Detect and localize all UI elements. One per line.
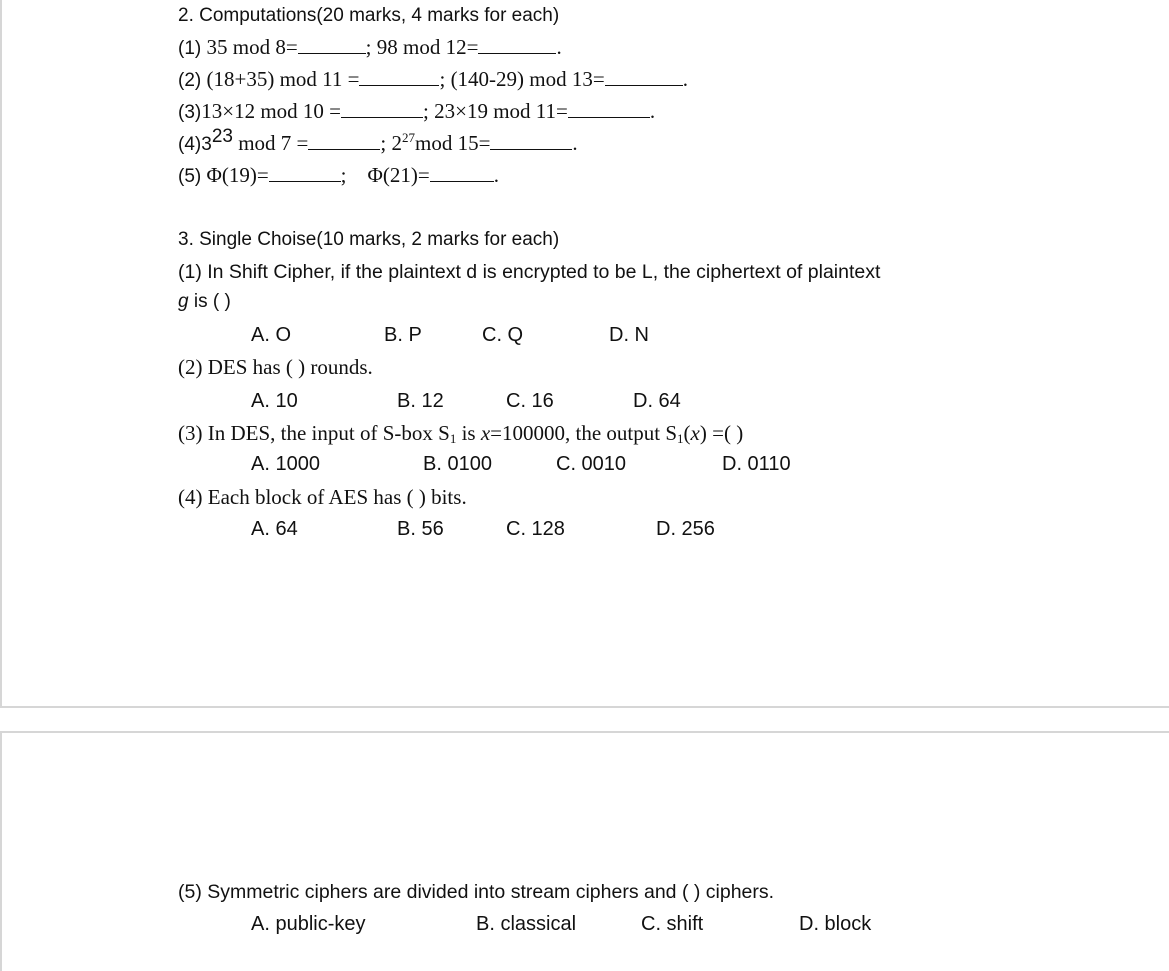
choice-q2-option-b: B. 12 bbox=[397, 390, 444, 412]
choice-q1-option-c: C. Q bbox=[482, 324, 524, 346]
choice-q4-stem: (4) Each block of AES has ( ) bits. bbox=[178, 485, 467, 509]
choice-q2-option-d: D. 64 bbox=[633, 390, 681, 412]
answer-blank bbox=[478, 36, 556, 54]
choice-q5-stem: (5) Symmetric ciphers are divided into stream ciphers and ( ) ciphers. bbox=[178, 881, 775, 903]
choice-q2-stem: (2) DES has ( ) rounds. bbox=[178, 355, 373, 379]
page-gap bbox=[0, 708, 1169, 731]
computation-q5: (5) Φ(19)= ; Φ(21)= . bbox=[178, 163, 499, 187]
answer-blank bbox=[308, 132, 380, 150]
choice-q1-option-a: A. O bbox=[251, 324, 292, 346]
computation-q3: (3)13×12 mod 10 = ; 23×19 mod 11= . bbox=[178, 99, 656, 123]
choice-q3-option-d: D. 0110 bbox=[722, 453, 791, 475]
choice-q4-option-c: C. 128 bbox=[506, 518, 565, 540]
answer-blank bbox=[269, 164, 341, 182]
computation-q2: (2) (18+35) mod 11 = ; (140-29) mod 13= . bbox=[178, 67, 688, 91]
section-2-heading: 2. Computations(20 marks, 4 marks for each) bbox=[178, 5, 560, 26]
choice-q1-option-b: B. P bbox=[384, 324, 422, 346]
answer-blank bbox=[341, 100, 423, 118]
answer-blank bbox=[490, 132, 572, 150]
choice-q2-option-a: A. 10 bbox=[251, 390, 298, 412]
computation-q1: (1) 35 mod 8= ; 98 mod 12= . bbox=[178, 35, 562, 59]
choice-q5-option-c: C. shift bbox=[641, 913, 704, 935]
choice-q5-option-a: A. public-key bbox=[251, 913, 366, 935]
document-page-2 bbox=[0, 731, 1169, 971]
answer-blank bbox=[568, 100, 650, 118]
choice-q4-option-a: A. 64 bbox=[251, 518, 298, 540]
choice-q1-option-d: D. N bbox=[609, 324, 649, 346]
computation-q4: $(4)3^{23}$ mod 7 = ; $2^{27}mod$ 15= . bbox=[178, 126, 578, 155]
answer-blank bbox=[430, 164, 494, 182]
answer-blank bbox=[359, 68, 439, 86]
choice-q3-stem: (3) In DES, the input of S-box $S_1$ is x=100000, the output $S_1(x)$ =( ) bbox=[178, 421, 744, 446]
choice-q5-option-b: B. classical bbox=[476, 913, 577, 935]
choice-q1-stem-line2: g is ( ) bbox=[178, 291, 231, 312]
choice-q3-option-a: A. 1000 bbox=[251, 453, 320, 475]
choice-q4-option-d: D. 256 bbox=[656, 518, 715, 540]
choice-q3-option-b: B. 0100 bbox=[423, 453, 492, 475]
choice-q5-option-d: D. block bbox=[799, 913, 872, 935]
choice-q2-option-c: C. 16 bbox=[506, 390, 554, 412]
answer-blank bbox=[605, 68, 683, 86]
choice-q3-option-c: C. 0010 bbox=[556, 453, 627, 475]
answer-blank bbox=[298, 36, 366, 54]
choice-q4-option-b: B. 56 bbox=[397, 518, 444, 540]
choice-q1-stem-line1: (1) In Shift Cipher, if the plaintext d is encrypted to be L, the ciphertext of plaintext bbox=[178, 261, 881, 283]
section-3-heading: 3. Single Choise(10 marks, 2 marks for each) bbox=[178, 229, 560, 250]
